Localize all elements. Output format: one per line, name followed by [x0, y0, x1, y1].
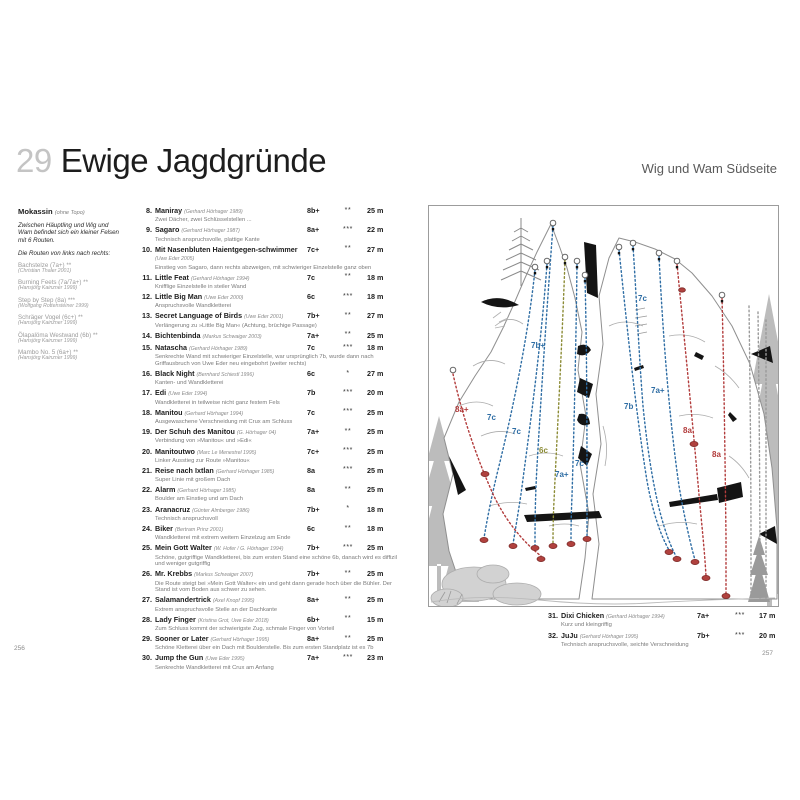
- route-stars: **: [344, 595, 352, 603]
- route-row: [139, 544, 405, 567]
- route-length: 25 m: [367, 407, 384, 417]
- route-name-text: Secret Language of Birds: [155, 311, 243, 321]
- rock-outlines: [443, 224, 777, 599]
- page-number-right: 257: [762, 650, 773, 657]
- route-name-text: Reise nach Ixtlan: [155, 465, 214, 475]
- route-first-ascent: (Gerhard Hörhager 1994): [190, 275, 250, 282]
- route-stars: ***: [343, 408, 353, 416]
- sidebar-route-author: (Hansjörg Kainzner 1999): [18, 285, 78, 292]
- route-name-text: Maniray: [155, 206, 183, 215]
- route-name: [155, 389, 307, 399]
- sidebar: [18, 207, 124, 362]
- route-grade: 7a+: [697, 611, 710, 620]
- route-name-text: Der Schuh des Manitou: [155, 427, 235, 437]
- route-stars: **: [344, 427, 352, 435]
- route-number: 16.: [142, 369, 152, 378]
- route-length: 27 m: [367, 244, 384, 254]
- route-stars: **: [344, 615, 352, 623]
- route-row: [139, 246, 405, 271]
- route-name-text: Edi: [155, 388, 167, 398]
- route-length: 18 m: [367, 272, 384, 282]
- route-name-text: Biker: [155, 524, 173, 533]
- route-length: 25 m: [367, 446, 384, 456]
- route-first-ascent: (Axel Knopf 1995): [212, 598, 255, 605]
- sidebar-route: [18, 279, 124, 292]
- route-stars: ***: [343, 343, 353, 351]
- route-length: 25 m: [367, 206, 384, 215]
- route-number: 23.: [142, 504, 152, 514]
- route-name: [155, 332, 307, 342]
- route-row: [139, 274, 405, 291]
- route-length: 25 m: [367, 569, 384, 579]
- route-length: 25 m: [367, 427, 384, 437]
- route-grade: 7c: [307, 407, 315, 417]
- route-description: Ausgewaschene Verschneidung mit Crux am Schluss: [155, 418, 293, 425]
- route-first-ascent: (Gerhard Hörhager 1994): [184, 410, 244, 417]
- route-description: Verbindung von »Manitou« und »Edi«: [155, 438, 252, 445]
- sidebar-title-text: Mokassin: [18, 207, 53, 216]
- route-grade: 7b+: [307, 311, 320, 321]
- route-description: Schöne Kletterei über ein Dach mit Boulderstelle. Bis zum ersten Standplatz ist es 7b: [155, 645, 374, 652]
- route-first-ascent: (Gerhard Hörhager 1985): [177, 488, 236, 495]
- route-description: Senkrechte Wandkletterei mit Crux am Anfang: [155, 664, 274, 671]
- route-stars: *: [346, 505, 350, 513]
- route-grade: 8a+: [307, 595, 320, 605]
- route-stars: ***: [343, 292, 353, 300]
- route-row: [139, 596, 405, 613]
- route-number: 11.: [142, 272, 152, 282]
- route-name: [155, 506, 307, 516]
- route-number: 13.: [142, 311, 152, 321]
- route-row: [139, 344, 405, 367]
- route-length: 25 m: [367, 330, 384, 340]
- sidebar-route-author: (Hansjörg Kainzner 1999): [18, 355, 78, 362]
- route-row: [139, 506, 405, 523]
- route-name-text: Mein Gott Walter: [155, 543, 212, 553]
- chapter-number: 29: [16, 142, 52, 179]
- route-length: 25 m: [367, 543, 384, 553]
- route-first-ascent: (G. Hörhager 04): [236, 430, 277, 437]
- route-name: [155, 428, 307, 438]
- route-name: [561, 612, 697, 622]
- route-number: 32.: [548, 631, 558, 641]
- route-stars: **: [344, 331, 352, 339]
- route-stars: ***: [735, 611, 745, 619]
- route-row: [139, 616, 405, 633]
- sidebar-route-name: Burning Feets (7a/7a+) **: [18, 279, 88, 287]
- sidebar-route-name: Schräger Vogel (6c+) **: [18, 314, 83, 322]
- route-row: [139, 467, 405, 484]
- route-first-ascent: (Markus Schwaiger 2003): [202, 333, 262, 340]
- sidebar-route-author: (Hansjörg Kainzner 1999): [18, 320, 78, 327]
- route-row: [139, 207, 405, 224]
- route-stars: **: [344, 206, 352, 214]
- route-grade: 7b+: [307, 543, 320, 553]
- route-grade: 7c+: [307, 446, 320, 456]
- route-first-ascent: (Marc Le Menestrel 1995): [196, 449, 257, 456]
- route-grade: 7a+: [307, 653, 320, 663]
- route-name: [155, 486, 307, 496]
- route-name: [155, 654, 307, 664]
- route-name: [155, 246, 307, 264]
- route-first-ascent: (Gerhard Hörhager 1989): [184, 209, 243, 215]
- route-name-text: Bichtenbinda: [155, 330, 201, 340]
- route-stars: **: [344, 569, 352, 577]
- route-length: 20 m: [759, 631, 776, 641]
- sidebar-route: [18, 349, 124, 362]
- route-row: [139, 389, 405, 406]
- route-name-text: Alarm: [155, 485, 176, 495]
- route-row: [545, 612, 797, 629]
- route-name-text: Sooner or Later: [155, 634, 209, 644]
- route-grade: 8a+: [307, 225, 320, 235]
- topo-grade-label: 6c: [539, 446, 548, 455]
- route-length: 22 m: [367, 225, 384, 235]
- route-first-ascent: (Uwe Eder 2000): [204, 295, 244, 302]
- route-first-ascent: (Uwe Eder 2005): [155, 256, 195, 263]
- route-description: Anspruchsvolle Wandkletterei: [155, 303, 232, 310]
- route-row: [139, 409, 405, 426]
- route-number: 22.: [142, 485, 152, 495]
- route-name: [155, 207, 307, 217]
- topo-grade-label: 7a+: [555, 470, 569, 479]
- route-name: [155, 570, 307, 580]
- route-number: 8.: [146, 206, 152, 215]
- route-description: Technisch anspruchsvoll: [155, 515, 218, 522]
- route-stars: **: [344, 634, 352, 642]
- route-name-text: Lady Finger: [155, 614, 196, 624]
- route-first-ascent: (Bertram Prinz 2001): [174, 527, 224, 533]
- topo-frame: [428, 205, 779, 607]
- route-first-ascent: (Uwe Eder 1994): [168, 391, 208, 398]
- route-name-text: Manitou: [155, 407, 183, 417]
- route-name-text: Mr. Krebbs: [155, 569, 193, 579]
- route-stars: ***: [735, 631, 745, 639]
- route-name-text: JuJu: [561, 631, 578, 641]
- route-name: [155, 226, 307, 236]
- route-stars: ***: [343, 388, 353, 396]
- route-row: [139, 486, 405, 503]
- route-stars: ***: [343, 447, 353, 454]
- route-stars: **: [344, 485, 352, 493]
- topo-grade-label: 7c: [575, 459, 584, 468]
- route-description: Einstieg von Sagaro, dann rechts abzweigen, mit schwieriger Einzelstelle ganz oben: [155, 264, 372, 271]
- route-number: 25.: [142, 543, 152, 553]
- route-grade: 7c: [307, 343, 315, 353]
- route-grade: 7b+: [307, 504, 320, 514]
- route-description: Wandkletterei mit extrem weitem Einzelzug am Ende: [155, 535, 291, 542]
- route-first-ascent: (Kristina Grot, Uwe Eder 2018): [197, 617, 269, 624]
- route-grade: 6b+: [307, 614, 320, 624]
- route-length: 27 m: [367, 369, 384, 378]
- route-number: 31.: [548, 611, 558, 620]
- route-description: Zwei Dächer, zwei Schlüsselstellen ...: [155, 217, 252, 224]
- route-number: 20.: [142, 446, 152, 456]
- route-number: 26.: [142, 569, 152, 579]
- route-name: [155, 293, 307, 303]
- sidebar-route-author: (Hansjörg Kainzner 1999): [18, 337, 78, 344]
- topo-grade-label: 8a: [683, 426, 692, 435]
- route-number: 28.: [142, 614, 152, 624]
- route-length: 27 m: [367, 311, 384, 321]
- route-description: Kanten- und Wandkletterei: [155, 380, 224, 387]
- route-name: [155, 274, 307, 284]
- route-number: 30.: [142, 653, 152, 663]
- route-row: [139, 448, 405, 465]
- route-description: Linker Ausstieg zur Route »Manitou«: [155, 457, 250, 464]
- route-number: 18.: [142, 407, 152, 417]
- route-number: 9.: [146, 225, 152, 235]
- route-grade: 6c: [307, 292, 315, 302]
- route-grade: 8b+: [307, 206, 320, 215]
- route-name-text: Natascha: [155, 343, 187, 353]
- sidebar-route-author: (Wolfgang Rottensteiner 1999): [18, 302, 89, 309]
- route-stars: ***: [343, 466, 353, 474]
- route-stars: ***: [343, 653, 353, 661]
- sidebar-route: [18, 332, 124, 345]
- sidebar-route-name: Ölapalöma Westwand (6b) **: [18, 331, 98, 339]
- route-name: [155, 616, 307, 626]
- route-length: 25 m: [367, 634, 384, 644]
- route-description: Senkrechte Wand mit schwieriger Einzelstelle, war ursprünglich 7b, wurde dann nach Griffausbruch von Uwe Eder neu eingebohrt (weiter rechts): [155, 354, 374, 367]
- route-description: Boulder am Einstieg und am Dach: [155, 496, 243, 503]
- route-stars: *: [346, 369, 350, 377]
- route-number: 27.: [142, 595, 152, 605]
- route-row: [139, 525, 405, 542]
- sidebar-route-name: Step by Step (8a) ***: [18, 296, 76, 304]
- route-first-ascent: (Gerhard Hörhager 1994): [606, 614, 665, 620]
- sidebar-route-author: (Christian Thaler 2001): [18, 267, 72, 274]
- route-row: [139, 428, 405, 445]
- route-row: [139, 312, 405, 329]
- route-name-text: Salamandertrick: [155, 595, 211, 605]
- route-number: 24.: [142, 524, 152, 533]
- route-description: Extrem anspruchsvolle Stelle an der Dachkante: [155, 606, 278, 613]
- route-name: [155, 544, 307, 554]
- route-name: [155, 409, 307, 419]
- route-grade: 8a+: [307, 634, 320, 644]
- chapter-title-text: Ewige Jagdgründe: [60, 142, 327, 179]
- route-number: 29.: [142, 634, 152, 644]
- route-name-text: Little Feat: [155, 272, 189, 282]
- route-name-text: Little Big Man: [155, 292, 203, 302]
- route-first-ascent: (Gerhard Hörhager 1995): [210, 637, 270, 644]
- route-length: 17 m: [759, 611, 776, 620]
- route-name: [561, 632, 697, 642]
- route-length: 20 m: [367, 388, 384, 398]
- sidebar-route: [18, 262, 124, 275]
- route-grade: 7a+: [307, 330, 320, 340]
- sector-header: Wig und Wam Südseite: [641, 161, 777, 176]
- route-name: [155, 596, 307, 606]
- topo-route-list: [545, 612, 797, 653]
- route-description: Kurz und kleingriffig: [561, 622, 612, 629]
- route-number: 21.: [142, 465, 152, 475]
- sidebar-intro: Zwischen Häuptling und Wig und Wam befindet sich ein kleiner Felsen mit 6 Routen.: [18, 222, 119, 244]
- route-length: 18 m: [367, 524, 384, 533]
- sidebar-route-name: Mambo No. 5 (6a+) **: [18, 349, 79, 357]
- route-stars: **: [344, 311, 352, 319]
- route-grade: 8a: [307, 485, 315, 495]
- topo-grade-label: 7c: [638, 294, 647, 303]
- route-stars: **: [344, 524, 352, 532]
- route-grade: 7c+: [307, 244, 320, 254]
- route-name: [155, 525, 307, 535]
- topo-grade-label: 7b: [624, 402, 634, 411]
- topo-grade-label: 8a: [712, 450, 721, 459]
- route-grade: 6c: [307, 524, 315, 533]
- route-grade: 7b+: [697, 631, 710, 641]
- route-first-ascent: (Bernhard Schiestl 1996): [196, 372, 254, 378]
- route-name: [155, 467, 307, 477]
- route-length: 18 m: [367, 504, 384, 514]
- route-name-text: Sagaro: [155, 225, 180, 235]
- route-description: Verlängerung zu »Little Big Man« (Achtung, brüchige Passage): [155, 322, 317, 329]
- route-description: Wandkletterei in teilweise nicht ganz festem Fels: [155, 399, 280, 406]
- route-row: [139, 370, 405, 387]
- route-name: [155, 344, 307, 354]
- route-name: [155, 312, 307, 322]
- route-length: 18 m: [367, 292, 384, 302]
- route-description: Technisch anspruchsvolle, plattige Kante: [155, 236, 260, 243]
- route-name-text: Manitoutwo: [155, 446, 195, 456]
- route-name: [155, 448, 307, 458]
- topo-drawing: [429, 206, 778, 606]
- route-row: [139, 293, 405, 310]
- route-first-ascent: (Markus Schwaiger 2007): [194, 572, 254, 579]
- route-number: 17.: [142, 388, 152, 398]
- route-description: Zum Schluss kommt der schwierigste Zug, schmale Finger von Vorteil: [155, 625, 335, 632]
- route-description: Technisch anspruchsvolle, seichte Verschneidung: [561, 642, 689, 649]
- route-grade: 8a: [307, 465, 315, 475]
- route-grade: 7c: [307, 272, 315, 282]
- route-name-text: Aranacruz: [155, 504, 191, 514]
- topo-grade-label: 7b+: [531, 341, 546, 350]
- page-number-left: 256: [14, 645, 25, 652]
- route-number: 19.: [142, 427, 152, 437]
- route-stars: ***: [343, 543, 353, 551]
- sidebar-title: [18, 207, 124, 216]
- route-stars: **: [344, 273, 352, 281]
- route-description: Die Route steigt bei »Mein Gott Walter« ein und geht dann gerade hoch über die Bühler. Der Stand ist vom Boden aus schwer zu sehen.: [155, 580, 392, 594]
- route-description: Knifflige Einzelstelle in steiler Wand: [155, 283, 247, 290]
- route-name: [155, 370, 307, 380]
- route-grade: 7b+: [307, 569, 320, 579]
- sidebar-intro-2: Die Routen von links nach rechts:: [18, 249, 111, 257]
- route-first-ascent: (Gerhard Hörhager 1985): [215, 468, 275, 475]
- route-first-ascent: (W. Hofer / G. Hörhager 1994): [213, 546, 284, 553]
- route-grade: 7a+: [307, 427, 320, 437]
- route-stars: ***: [343, 225, 353, 233]
- topo-grade-label: 7c: [487, 413, 496, 422]
- route-name: [155, 635, 307, 645]
- route-number: 12.: [142, 292, 152, 302]
- topo-grade-label: 7c: [512, 427, 521, 436]
- route-first-ascent: (Gerhard Hörhager 1987): [181, 228, 240, 235]
- route-row: [139, 570, 405, 593]
- route-length: 23 m: [367, 653, 384, 663]
- route-first-ascent: (Gerhard Hörhager 1989): [188, 346, 248, 353]
- route-grade: 6c: [307, 369, 315, 378]
- route-number: 10.: [142, 244, 152, 254]
- route-number: 15.: [142, 343, 152, 353]
- route-name-text: Mit Nasenbluten Haientgegen-schwimmer: [155, 244, 298, 254]
- route-grade: 7b: [307, 388, 316, 398]
- route-length: 25 m: [367, 595, 384, 605]
- route-name-text: Dixi Chicken: [561, 611, 605, 620]
- route-number: 14.: [142, 330, 152, 340]
- sidebar-route-name: Bachstelze (7a+) **: [18, 261, 72, 269]
- route-description: Schöne, gutgriffige Wandkletterei, bis zum ersten Stand eine schöne 6b, danach wird es diffizil und weniger gutgriffig: [155, 554, 397, 568]
- route-stars: **: [344, 245, 352, 253]
- route-row: [139, 332, 405, 342]
- route-description: Super Linie mit großem Dach: [155, 477, 231, 484]
- page-title: [16, 142, 326, 180]
- topo-grade-label: 8a+: [455, 405, 469, 414]
- route-first-ascent: (Gerhard Hörhager 1995): [579, 634, 639, 641]
- route-length: 25 m: [367, 465, 384, 475]
- route-length: 18 m: [367, 343, 384, 353]
- sidebar-title-note: (ohne Topo): [54, 210, 85, 216]
- route-row: [139, 226, 405, 243]
- topo-grade-label: 7a+: [651, 386, 665, 395]
- sidebar-route: [18, 297, 124, 310]
- sidebar-route: [18, 314, 124, 327]
- route-row: [139, 635, 405, 652]
- route-length: 15 m: [367, 614, 384, 624]
- route-name-text: Black Night: [155, 369, 195, 378]
- route-row: [139, 654, 405, 671]
- route-row: [545, 632, 797, 649]
- route-name-text: Jump the Gun: [155, 653, 204, 663]
- route-length: 25 m: [367, 485, 384, 495]
- route-first-ascent: (Uwe Eder 1995): [205, 656, 245, 663]
- route-list: [139, 207, 405, 674]
- route-first-ascent: (Günter Almberger 1986): [192, 507, 250, 514]
- route-first-ascent: (Uwe Eder 2001): [244, 314, 284, 321]
